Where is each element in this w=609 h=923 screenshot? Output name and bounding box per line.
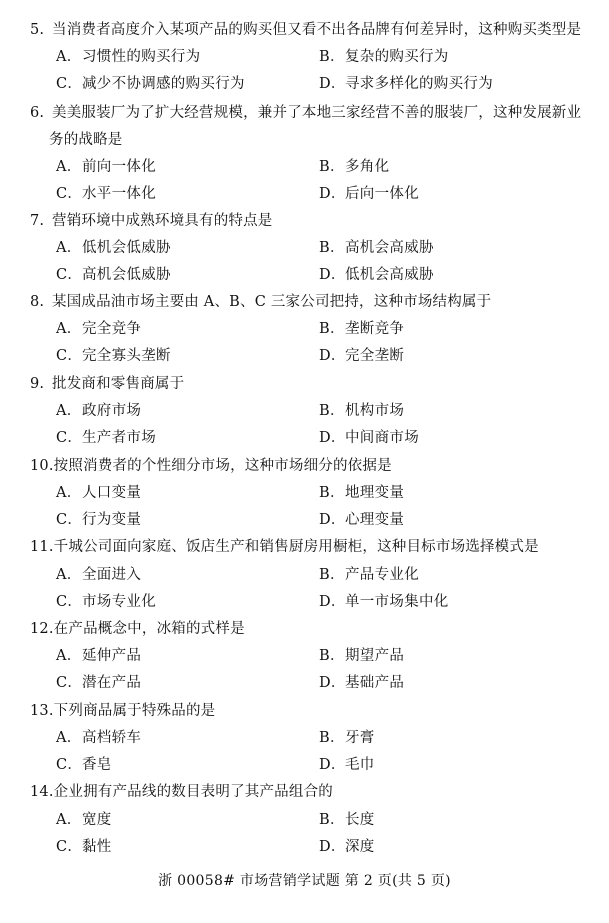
- option-d: [319, 347, 404, 365]
- question-stem: [30, 21, 590, 39]
- option-text: 牙膏: [345, 730, 375, 746]
- option-text: 机构市场: [345, 403, 405, 419]
- question-text: 批发商和零售商属于: [52, 376, 185, 392]
- option-text: 毛巾: [345, 757, 375, 773]
- option-text: 高档轿车: [82, 730, 142, 746]
- option-b: [319, 158, 389, 176]
- option-letter: A．: [56, 812, 82, 828]
- question-stem: [30, 104, 590, 122]
- option-text: 后向一体化: [345, 186, 419, 202]
- option-letter: A．: [56, 240, 82, 256]
- option-letter: D．: [319, 76, 346, 92]
- option-text: 潜在产品: [82, 675, 142, 691]
- option-a: [56, 239, 171, 257]
- option-text: 中间商市场: [345, 430, 419, 446]
- option-text: 深度: [345, 839, 375, 855]
- option-letter: C．: [56, 675, 83, 691]
- question-stem: [30, 702, 590, 720]
- option-letter: D．: [319, 430, 346, 446]
- option-a: [56, 811, 112, 829]
- option-c: [56, 266, 171, 284]
- question-number: 10.: [30, 458, 54, 474]
- option-a: [56, 729, 141, 747]
- option-a: [56, 484, 141, 502]
- option-text: 黏性: [82, 839, 112, 855]
- option-b: [319, 811, 375, 829]
- option-letter: D．: [319, 675, 346, 691]
- option-letter: D．: [319, 839, 346, 855]
- option-text: 多角化: [345, 159, 390, 175]
- option-c: [56, 185, 156, 203]
- option-text: 完全竞争: [82, 321, 142, 337]
- option-letter: B．: [319, 812, 345, 828]
- option-d: [319, 674, 404, 692]
- option-letter: C．: [56, 839, 83, 855]
- option-b: [319, 566, 419, 584]
- option-c: [56, 429, 156, 447]
- question-number: 14.: [30, 784, 54, 800]
- option-letter: B．: [319, 730, 345, 746]
- option-b: [319, 484, 404, 502]
- question-stem: [30, 212, 590, 230]
- option-a: [56, 566, 141, 584]
- option-letter: C．: [56, 267, 83, 283]
- option-letter: A．: [56, 730, 82, 746]
- option-letter: C．: [56, 76, 83, 92]
- option-b: [319, 320, 404, 338]
- option-text: 水平一体化: [82, 186, 156, 202]
- option-text: 长度: [345, 812, 375, 828]
- option-text: 复杂的购买行为: [345, 49, 449, 65]
- question-text: 在产品概念中，冰箱的式样是: [53, 621, 245, 637]
- question-stem: [30, 293, 590, 311]
- option-letter: A．: [56, 648, 82, 664]
- question-stem: [30, 457, 590, 475]
- option-text: 政府市场: [82, 403, 142, 419]
- question-number: 5.: [30, 22, 45, 38]
- option-a: [56, 158, 156, 176]
- question-stem: [30, 620, 590, 638]
- option-text: 宽度: [82, 812, 112, 828]
- option-d: [319, 266, 434, 284]
- option-letter: D．: [319, 186, 346, 202]
- question-text: 营销环境中成熟环境具有的特点是: [52, 213, 273, 229]
- option-text: 市场专业化: [82, 594, 156, 610]
- question-text: 当消费者高度介入某项产品的购买但又看不出各品牌有何差异时，这种购买类型是: [52, 22, 582, 38]
- option-c: [56, 756, 112, 774]
- option-d: [319, 75, 493, 93]
- option-letter: D．: [319, 512, 346, 528]
- option-d: [319, 185, 419, 203]
- option-text: 完全寡头垄断: [82, 348, 171, 364]
- option-text: 延伸产品: [82, 648, 142, 664]
- option-letter: B．: [319, 648, 345, 664]
- question-number: 7.: [30, 213, 45, 229]
- option-letter: D．: [319, 594, 346, 610]
- option-c: [56, 593, 156, 611]
- option-letter: B．: [319, 403, 345, 419]
- option-c: [56, 75, 245, 93]
- option-text: 基础产品: [345, 675, 405, 691]
- question-text: 按照消费者的个性细分市场，这种市场细分的依据是: [53, 458, 392, 474]
- question-number: 6.: [30, 105, 45, 121]
- question-number: 12.: [30, 621, 54, 637]
- question-stem: [30, 538, 590, 556]
- question-stem: [30, 375, 590, 393]
- option-letter: D．: [319, 757, 346, 773]
- option-b: [319, 48, 449, 66]
- option-text: 高机会低威胁: [82, 267, 171, 283]
- option-letter: A．: [56, 49, 82, 65]
- option-c: [56, 511, 141, 529]
- question-text-continued: 务的战略是: [49, 132, 123, 148]
- option-letter: A．: [56, 159, 82, 175]
- option-b: [319, 402, 404, 420]
- option-letter: B．: [319, 485, 345, 501]
- question-number: 8.: [30, 294, 45, 310]
- option-letter: D．: [319, 348, 346, 364]
- option-letter: C．: [56, 594, 83, 610]
- option-text: 单一市场集中化: [345, 594, 449, 610]
- option-text: 香皂: [82, 757, 112, 773]
- option-text: 产品专业化: [345, 567, 419, 583]
- question-text: 企业拥有产品线的数目表明了其产品组合的: [53, 784, 333, 800]
- option-d: [319, 838, 375, 856]
- option-text: 寻求多样化的购买行为: [345, 76, 493, 92]
- option-d: [319, 511, 404, 529]
- option-d: [319, 593, 449, 611]
- option-text: 减少不协调感的购买行为: [82, 76, 245, 92]
- question-number: 9.: [30, 376, 45, 392]
- option-letter: A．: [56, 321, 82, 337]
- option-letter: B．: [319, 240, 345, 256]
- option-b: [319, 729, 375, 747]
- option-letter: C．: [56, 430, 83, 446]
- option-letter: C．: [56, 512, 83, 528]
- option-letter: B．: [319, 49, 345, 65]
- option-text: 垄断竞争: [345, 321, 405, 337]
- option-text: 高机会高威胁: [345, 240, 434, 256]
- option-a: [56, 402, 141, 420]
- option-letter: B．: [319, 321, 345, 337]
- option-letter: A．: [56, 567, 82, 583]
- question-stem: [30, 783, 590, 801]
- option-letter: A．: [56, 485, 82, 501]
- option-letter: D．: [319, 267, 346, 283]
- option-letter: C．: [56, 186, 83, 202]
- question-text: 美美服装厂为了扩大经营规模，兼并了本地三家经营不善的服装厂，这种发展新业: [52, 105, 582, 121]
- option-text: 低机会高威胁: [345, 267, 434, 283]
- option-d: [319, 429, 419, 447]
- option-c: [56, 838, 112, 856]
- option-text: 人口变量: [82, 485, 142, 501]
- option-b: [319, 239, 434, 257]
- question-number: 11.: [30, 539, 54, 555]
- option-a: [56, 48, 200, 66]
- option-b: [319, 647, 404, 665]
- option-a: [56, 320, 141, 338]
- option-text: 完全垄断: [345, 348, 405, 364]
- option-c: [56, 347, 171, 365]
- question-text: 某国成品油市场主要由 A、B、C 三家公司把持，这种市场结构属于: [52, 294, 492, 310]
- option-letter: A．: [56, 403, 82, 419]
- option-text: 生产者市场: [82, 430, 156, 446]
- option-text: 期望产品: [345, 648, 405, 664]
- question-number: 13.: [30, 703, 54, 719]
- option-text: 地理变量: [345, 485, 405, 501]
- option-text: 行为变量: [82, 512, 142, 528]
- option-text: 低机会低威胁: [82, 240, 171, 256]
- option-text: 前向一体化: [82, 159, 156, 175]
- option-text: 全面进入: [82, 567, 142, 583]
- option-text: 心理变量: [345, 512, 405, 528]
- option-a: [56, 647, 141, 665]
- option-letter: C．: [56, 757, 83, 773]
- option-c: [56, 674, 141, 692]
- page-footer: 浙 00058# 市场营销学试题 第 2 页(共 5 页): [158, 873, 451, 889]
- option-text: 习惯性的购买行为: [82, 49, 201, 65]
- option-letter: B．: [319, 567, 345, 583]
- question-text: 千城公司面向家庭、饭店生产和销售厨房用橱柜，这种目标市场选择模式是: [53, 539, 539, 555]
- option-d: [319, 756, 375, 774]
- option-letter: C．: [56, 348, 83, 364]
- option-letter: B．: [319, 159, 345, 175]
- question-text: 下列商品属于特殊品的是: [53, 703, 216, 719]
